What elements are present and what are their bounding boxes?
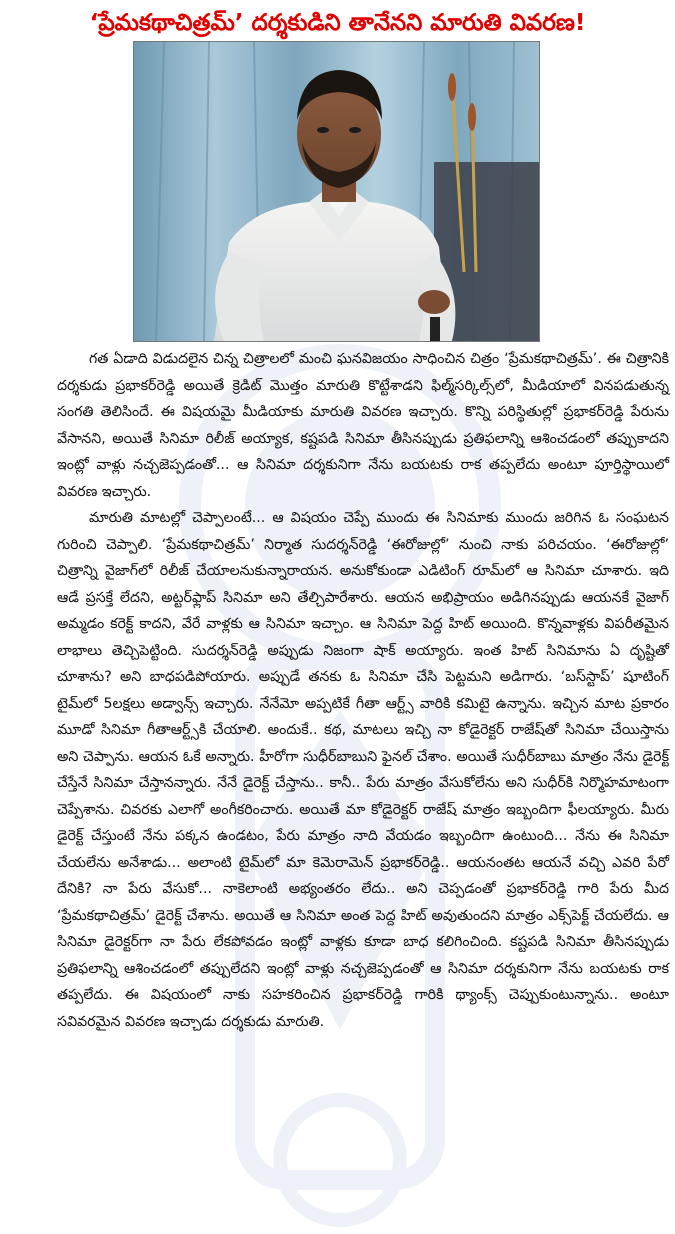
article-body (57, 346, 669, 1035)
director-photo (133, 41, 540, 342)
article-headline: ‘ప్రేమకథాచిత్రమ్’ దర్శకుడిని తానేనని మారుతి వివరణ! (89, 10, 586, 36)
article-paragraph: మారుతి మాటల్లో చెప్పాలంటే... ఆ విషయం చెప్పే ముందు ఈ సినిమాకు ముందు జరిగిన ఓ సంఘటన గురించి చెప్పాలి. ‘ప్రేమకథాచిత్రమ్’ నిర్మాత సుదర్శన్‌రెడ్డి ‘ఈరోజుల్లో’ నుంచి నాకు పరిచయం. ‘ఈరోజుల్లో’ చిత్రాన్ని వైజాగ్‌లో రిలీజ్ చేయాలనుకున్నారాయన. అనుకోకుండా ఎడిటింగ్ రూమ్‌లో ఆ సినిమా చూశారు. ఇది ఆడే ప్రసక్తే లేదని, అట్టర్‌ఫ్లాప్ సినిమా అని తేల్చిపారేశారు. ఆయన అభిప్రాయం అడిగినప్పుడు ఆయనకే వైజాగ్ అమ్మడం కరెక్ట్ కాదని, వేరే వాళ్లకు ఆ సినిమా ఇచ్చాం. ఆ సినిమా పెద్ద హిట్ అయింది. కొన్నవాళ్లకు విపరీతమైన లాభాలు తెచ్చిపెట్టింది. సుదర్శన్‌రెడ్డి అప్పుడు నిజంగా షాక్ అయ్యారు. ఇంత హిట్ సినిమాను ఏ దృష్టితో చూశాను? అని బాధపడిపోయారు. అప్పుడే తనకు ఓ సినిమా చేసి పెట్టమని అడిగారు. ‘బస్‌స్టాప్’ షూటింగ్ టైమ్‌లో 5లక్షలు అడ్వాన్స్ ఇచ్చారు. నేనేమో అప్పటికే గీతా ఆర్ట్స్ వారికి కమిటై ఉన్నాను. ఇచ్చిన మాట ప్రకారం మూడో సినిమా గీతాఆర్ట్స్‌కి చేయాలి. అందుకే.. కథ, మాటలు ఇచ్చి నా కోడైరెక్టర్ రాజేష్‌తో సినిమా చేయిస్తాను అని చెప్పాను. ఆయన ఓకే అన్నారు. హీరోగా సుధీర్‌బాబుని ఫైనల్ చేశాం. అయితే సుధీర్‌బాబు మాత్రం నేను డైరెక్ట్ చేస్తేనే సినిమా చేస్తానన్నారు. నేనే డైరెక్ట్ చేస్తాను.. కానీ.. పేరు మాత్రం వేసుకోలేను అని సుధీర్‌కి నిర్మొహమాటంగా చెప్పేశాను. చివరకు ఎలాగో అంగీకరించారు. అయితే మా కోడైరెక్టర్ రాజేష్ మాత్రం ఇబ్బందిగా ఫీలయ్యారు. మీరు డైరెక్ట్ చేస్తుంటే నేను పక్కన ఉండటం, పేరు మాత్రం నాది వేయడం ఇబ్బందిగా ఉంటుంది... నేను ఈ సినిమా చేయలేను అనేశాడు... అలాంటి టైమ్‌లో మా కెమెరామెన్ ప్రభాకర్‌రెడ్డి.. ఆయనంతట ఆయనే వచ్చి ఎవరి పేరో దేనికి? నా పేరు వేసుకో... నాకెలాంటి అభ్యంతరం లేదు.. అని చెప్పడంతో ప్రభాకర్‌రెడ్డి గారి పేరు మీద ‘ప్రేమకథాచిత్రమ్’ డైరెక్ట్ చేశాను. అయితే ఆ సినిమా అంత పెద్ద హిట్ అవుతుందని మాత్రం ఎక్స్‌పెక్ట్ చేయలేదు. ఆ సినిమా డైరెక్టర్‌గా నా పేరు లేకపోవడం ఇంట్లో వాళ్లకు కూడా బాధ కలిగించింది. కష్టపడి సినిమా తీసినప్పుడు ప్రతిఫలాన్ని ఆశించడంలో తప్పులేదని ఇంట్లో వాళ్లు నచ్చజెప్పడంతో ఆ సినిమా దర్శకునిగా నేను బయటకు రాక తప్పలేదు. ఈ విషయంలో నాకు సహకరించిన ప్రభాకర్‌రెడ్డి గారికి థ్యాంక్స్ చెప్పుకుంటున్నాను.. అంటూ సవివరమైన వివరణ ఇచ్చాడు దర్శకుడు మారుతి. (57, 510, 669, 1030)
article-paragraph: గత ఏడాది విడుదలైన చిన్న చిత్రాలలో మంచి ఘనవిజయం సాధించిన చిత్రం ‘ప్రేమకథాచిత్రమ్’. ఈ చిత్రానికి దర్శకుడు ప్రభాకర్‌రెడ్డి అయితే క్రెడిట్ మొత్తం మారుతి కొట్టేశాడని ఫిల్మ్‌సర్కిల్స్‌లో, మీడియాలో వినపడుతున్న సంగతి తెలిసిందే. ఈ విషయమై మీడియాకు మారుతి వివరణ ఇచ్చారు. కొన్ని పరిస్థితుల్లో ప్రభాకర్‌రెడ్డి పేరును వేసానని, అయితే సినిమా రిలీజ్ అయ్యాక, కష్టపడి సినిమా తీసినప్పుడు ప్రతిఫలాన్ని ఆశించడంలో తప్పుకాదని ఇంట్లో వాళ్లు నచ్చజెప్పడంతో... ఆ సినిమా దర్శకునిగా నేను బయటకు రాక తప్పలేదు అంటూ పూర్తిస్థాయిలో వివరణ ఇచ్చారు. (57, 351, 669, 500)
